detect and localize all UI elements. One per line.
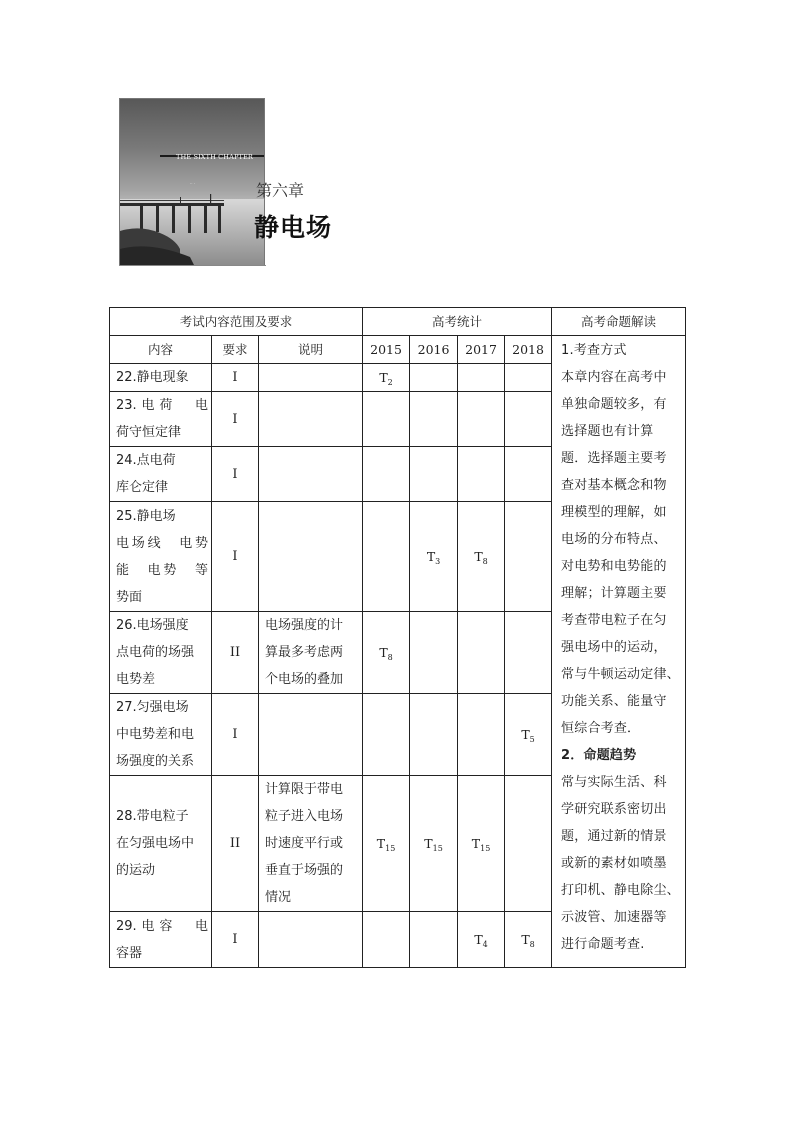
interp-line: 打印机、静电除尘、 (561, 883, 680, 898)
row-2015 (363, 502, 410, 612)
content-line: 势面 (116, 589, 143, 605)
row-2016 (410, 364, 458, 392)
row-content (110, 912, 212, 968)
note-line: 情况 (265, 890, 292, 905)
chapter-title: 静电场 (254, 213, 333, 242)
row-note (259, 694, 363, 776)
sub-header-row (110, 336, 686, 364)
interp-line: 单独命题较多，有 (561, 397, 667, 412)
header-interpretation: 高考命题解读 (552, 308, 686, 336)
header-year-2016: 2016 (410, 336, 458, 364)
group-header-row (110, 308, 686, 336)
row-2016 (410, 447, 458, 502)
header-stats: 高考统计 (363, 308, 552, 336)
header-underline (119, 265, 266, 266)
content-line: 点电荷的场强 (116, 645, 195, 660)
row-2016 (410, 694, 458, 776)
row-2016: $T_{15}$ (410, 776, 458, 912)
cover-chapter-label: THE SIXTH CHAPTER (176, 153, 253, 161)
row-2016: $T_3$ (410, 502, 458, 612)
row-2016 (410, 912, 458, 968)
row-requirement: I (212, 364, 259, 392)
content-line: 荷守恒定律 (116, 425, 182, 440)
interp-line: 查对基本概念和物 (561, 478, 667, 493)
note-line: 个电场的叠加 (265, 672, 344, 687)
exam-requirements-table (109, 307, 686, 968)
row-content (110, 502, 212, 612)
interp-line: 或新的素材如喷墨 (561, 856, 667, 871)
row-content (110, 694, 212, 776)
interp-heading-2: 2．命题趋势 (561, 748, 637, 763)
row-2018: $T_5$ (505, 694, 552, 776)
note-line: 电场强度的计 (265, 618, 344, 633)
row-2018 (505, 364, 552, 392)
row-note (259, 912, 363, 968)
content-line: 场强度的关系 (116, 754, 195, 769)
note-line: 算最多考虑两 (265, 645, 344, 660)
interp-line: 题．选择题主要考 (561, 451, 667, 466)
interpretation-cell (552, 336, 686, 968)
row-2015 (363, 447, 410, 502)
row-2015 (363, 694, 410, 776)
content-line: 28.带电粒子 (116, 809, 189, 824)
row-2018 (505, 392, 552, 447)
chapter-cover-image (119, 98, 265, 266)
interp-line: 常与牛顿运动定律、 (561, 667, 680, 682)
row-2015: $T_8$ (363, 612, 410, 694)
header-note: 说明 (259, 336, 363, 364)
interp-line: 理模型的理解，如 (561, 505, 667, 520)
row-requirement: I (212, 502, 259, 612)
interp-line: 学研究联系密切出 (561, 802, 667, 817)
row-note (259, 364, 363, 392)
interp-line: 进行命题考查. (561, 937, 645, 952)
row-content (110, 776, 212, 912)
row-2015 (363, 392, 410, 447)
note-line: 粒子进入电场 (265, 809, 344, 824)
interp-line: 恒综合考查． (561, 721, 641, 736)
content-line: 22.静电现象 (116, 370, 189, 385)
note-line: 垂直于场强的 (265, 863, 344, 878)
content-line: 24.点电荷 (116, 453, 176, 468)
content-line: 电势差 (116, 672, 156, 687)
interp-line: 强电场中的运动， (561, 640, 667, 655)
row-requirement: II (212, 612, 259, 694)
content-line: 27.匀强电场 (116, 700, 189, 715)
note-line: 计算限于带电 (265, 782, 344, 797)
content-line: 的运动 (116, 863, 156, 878)
row-2017 (458, 612, 505, 694)
content-line: 库仑定律 (116, 480, 169, 495)
row-content (110, 447, 212, 502)
row-2018 (505, 502, 552, 612)
row-requirement: I (212, 694, 259, 776)
header-year-2015: 2015 (363, 336, 410, 364)
header-year-2018: 2018 (505, 336, 552, 364)
interp-line: 常与实际生活、科 (561, 775, 667, 790)
content-line: 23.电荷 电 (116, 398, 208, 413)
content-line: 容器 (116, 945, 143, 961)
row-2015 (363, 912, 410, 968)
content-line: 25.静电场 (116, 508, 176, 524)
row-content (110, 364, 212, 392)
row-note (259, 392, 363, 447)
pier-photo (120, 99, 265, 266)
row-2017 (458, 392, 505, 447)
content-line: 中电势差和电 (116, 727, 195, 742)
interp-line: 对电势和电势能的 (561, 559, 667, 574)
row-2018 (505, 612, 552, 694)
row-2017 (458, 447, 505, 502)
interp-line: 考查带电粒子在匀 (561, 613, 667, 628)
content-line: 在匀强电场中 (116, 836, 195, 851)
content-line: 29.电容 电 (116, 918, 208, 934)
row-note (259, 447, 363, 502)
interp-line: 本章内容在高考中 (561, 370, 667, 385)
row-2018: $T_8$ (505, 912, 552, 968)
row-2017: $T_8$ (458, 502, 505, 612)
row-note (259, 612, 363, 694)
row-2016 (410, 612, 458, 694)
row-2015: $T_{15}$ (363, 776, 410, 912)
row-2017 (458, 694, 505, 776)
interp-heading-1: 1.考查方式 (561, 343, 627, 358)
row-2015: $T_2$ (363, 364, 410, 392)
row-requirement: I (212, 392, 259, 447)
chapter-number: 第六章 (256, 181, 305, 200)
header-content: 内容 (110, 336, 212, 364)
row-note (259, 776, 363, 912)
row-requirement: I (212, 447, 259, 502)
header-year-2017: 2017 (458, 336, 505, 364)
row-2016 (410, 392, 458, 447)
content-line: 26.电场强度 (116, 618, 189, 633)
note-line: 时速度平行或 (265, 836, 344, 851)
interp-line: 功能关系、能量守 (561, 694, 667, 709)
row-2017: $T_{15}$ (458, 776, 505, 912)
row-requirement: II (212, 776, 259, 912)
interp-line: 题，通过新的情景 (561, 829, 667, 844)
row-content (110, 612, 212, 694)
interp-line: 示波管、加速器等 (561, 910, 667, 925)
interp-line: 选择题也有计算 (561, 424, 654, 439)
content-line: 电场线 电势 (116, 535, 208, 551)
row-note (259, 502, 363, 612)
interp-line: 理解；计算题主要 (561, 586, 667, 601)
svg-text:·· ·: ·· · (190, 181, 196, 186)
header-scope: 考试内容范围及要求 (110, 308, 363, 336)
row-2017 (458, 364, 505, 392)
row-2018 (505, 776, 552, 912)
row-requirement: I (212, 912, 259, 968)
header-requirement: 要求 (212, 336, 259, 364)
row-2018 (505, 447, 552, 502)
row-2017: $T_4$ (458, 912, 505, 968)
interp-line: 电场的分布特点、 (561, 532, 667, 547)
row-content (110, 392, 212, 447)
content-line: 能 电势 等 (116, 562, 208, 578)
